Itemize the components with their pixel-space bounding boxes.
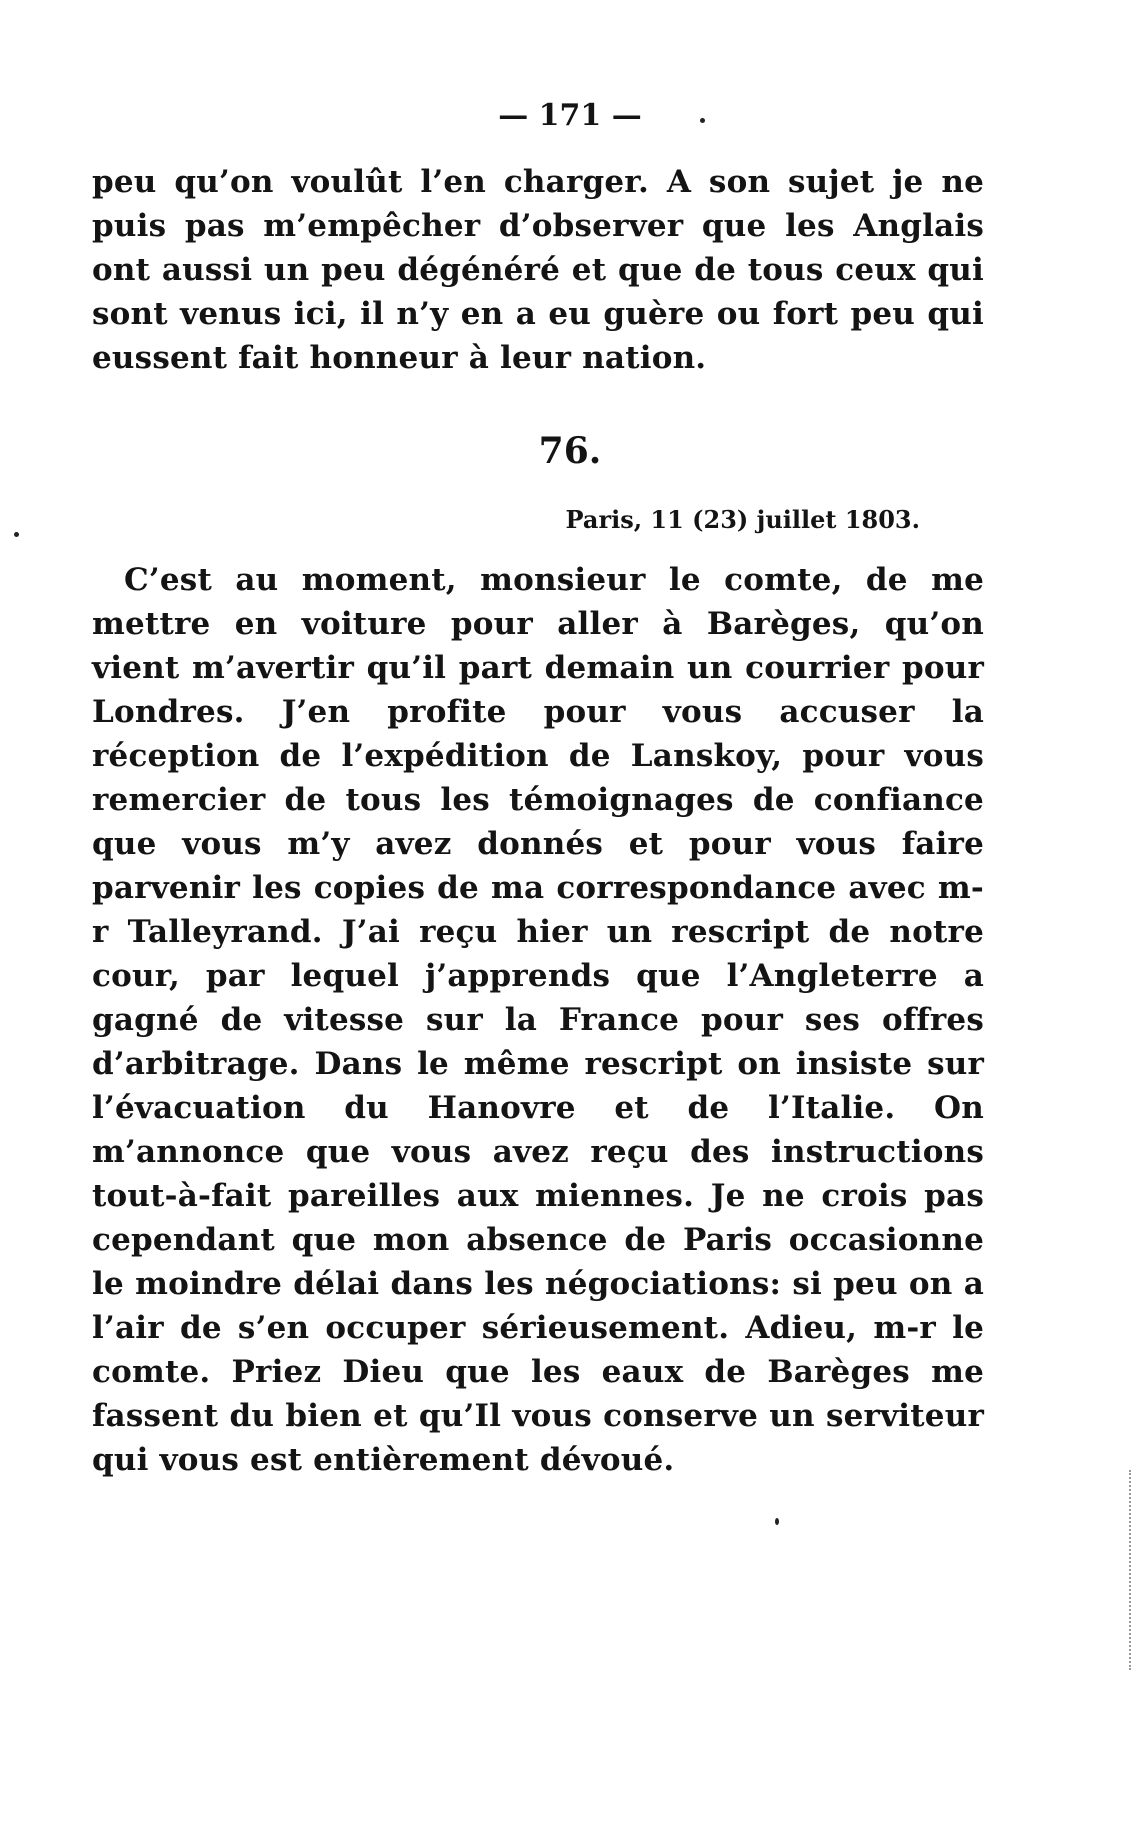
letter-number: 76. — [538, 430, 602, 472]
print-speck — [775, 1518, 779, 1525]
print-speck — [14, 532, 19, 537]
letter-body: C’est au moment, monsieur le comte, de me mettre en voiture pour aller à Barèges, qu’on vient m’avertir qu’il part demain un courrier pour Londres. J’en profite pour vous accuser la réception de l’expédition de Lanskoy, pour vous remercier de tous les témoignages de confiance que vous m’y avez donnés et pour vous faire parvenir les copies de ma correspondance avec m-r Talleyrand. J’ai reçu hier un rescript de notre cour, par lequel j’apprends que l’Angleterre a gagné de vitesse sur la France pour ses offres d’arbitrage. Dans le même rescript on insiste sur l’évacuation du Hanovre et de l’Italie. On m’annonce que vous avez reçu des instructions tout-à-fait pareilles aux miennes. Je ne crois pas cependant que mon absence de Paris occasionne le moindre délai dans les négociations: si peu on a l’air de s’en occuper sérieusement. Adieu, m-r le comte. Priez Dieu que les eaux de Barèges me fassent du bien et qu’Il vous conserve un serviteur qui vous est entièrement dévoué. — [92, 562, 984, 1478]
continuation-paragraph: peu qu’on voulût l’en charger. A son sujet je ne puis pas m’empêcher d’observer que les Anglais ont aussi un peu dégénéré et que de tous ceux qui sont venus ici, il n’y en a eu guère ou fort peu qui eussent fait honneur à leur nation. — [92, 164, 984, 376]
print-speck — [700, 118, 705, 123]
scan-edge-marks — [1129, 1470, 1134, 1670]
page-number: — 171 — — [498, 98, 642, 133]
letter-dateline: Paris, 11 (23) juillet 1803. — [565, 505, 920, 534]
